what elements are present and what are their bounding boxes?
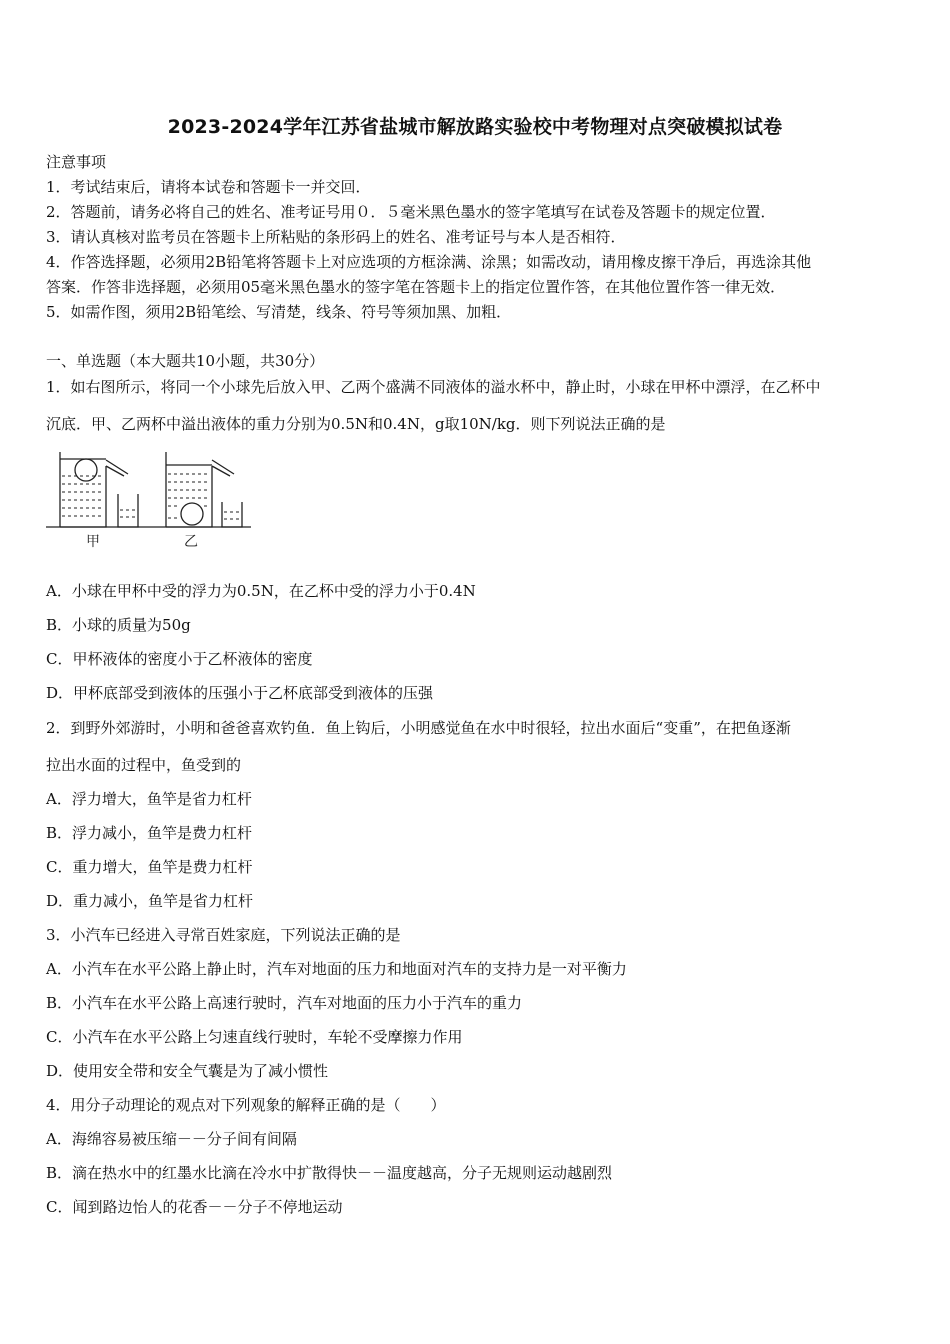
option-item: C．重力增大，鱼竿是费力杠杆 — [46, 858, 253, 876]
option-item: A．小球在甲杯中受的浮力为0.5N，在乙杯中受的浮力小于0.4N — [46, 582, 476, 600]
option-item: C．闻到路边怡人的花香－－分子不停地运动 — [46, 1198, 343, 1216]
notice-item: 答案．作答非选择题，必须用05毫米黑色墨水的签字笔在答题卡上的指定位置作答，在其他位置作答一律无效． — [46, 278, 786, 296]
figure-label-yi: 乙 — [184, 534, 198, 550]
page-title: 2023-2024学年江苏省盐城市解放路实验校中考物理对点突破模拟试卷 — [167, 116, 783, 138]
beaker-yi — [222, 502, 242, 527]
option-item: A．海绵容易被压缩－－分子间有间隔 — [46, 1130, 297, 1148]
question-stem: 4．用分子动理论的观点对下列观象的解释正确的是（ ） — [46, 1096, 446, 1114]
option-item: C．小汽车在水平公路上匀速直线行驶时，车轮不受摩擦力作用 — [46, 1028, 463, 1046]
notice-item: 4．作答选择题，必须用2B铅笔将答题卡上对应选项的方框涂满、涂黑；如需改动，请用橡皮擦干净后，再选涂其他 — [46, 253, 812, 271]
option-item: D．甲杯底部受到液体的压强小于乙杯底部受到液体的压强 — [46, 684, 434, 702]
ball-jia — [75, 459, 97, 481]
notice-item: 2．答题前，请务必将自己的姓名、准考证号用０．５毫米黑色墨水的签字笔填写在试卷及答题卡的规定位置． — [46, 203, 776, 221]
option-item: B．小汽车在水平公路上高速行驶时，汽车对地面的压力小于汽车的重力 — [46, 994, 523, 1012]
option-item: B．小球的质量为50g — [46, 616, 191, 634]
notice-item: 3．请认真核对监考员在答题卡上所粘贴的条形码上的姓名、准考证号与本人是否相符． — [46, 228, 626, 246]
overflow-cups-figure — [46, 446, 256, 554]
option-item: C．甲杯液体的密度小于乙杯液体的密度 — [46, 650, 313, 668]
question-stem: 1．如右图所示，将同一个小球先后放入甲、乙两个盛满不同液体的溢水杯中，静止时，小球在甲杯中漂浮，在乙杯中 — [46, 378, 821, 396]
notice-heading: 注意事项 — [46, 153, 107, 171]
option-item: A．小汽车在水平公路上静止时，汽车对地面的压力和地面对汽车的支持力是一对平衡力 — [46, 960, 627, 978]
notice-item: 5．如需作图，须用2B铅笔绘、写清楚，线条、符号等须加黑、加粗． — [46, 303, 512, 321]
option-item: D．重力减小，鱼竿是省力杠杆 — [46, 892, 254, 910]
question-stem: 拉出水面的过程中，鱼受到的 — [46, 756, 242, 774]
question-stem: 沉底．甲、乙两杯中溢出液体的重力分别为0.5N和0.4N，g取10N/kg．则下列说法正确的是 — [46, 415, 666, 433]
question-stem: 2．到野外郊游时，小明和爸爸喜欢钓鱼．鱼上钩后，小明感觉鱼在水中时很轻，拉出水面后“变重”，在把鱼逐渐 — [46, 719, 791, 737]
option-item: B．浮力减小，鱼竿是费力杠杆 — [46, 824, 253, 842]
ball-yi — [181, 503, 203, 525]
option-item: A．浮力增大，鱼竿是省力杠杆 — [46, 790, 252, 808]
option-item: D．使用安全带和安全气囊是为了减小惯性 — [46, 1062, 329, 1080]
section-heading: 一、单选题（本大题共10小题，共30分） — [46, 352, 325, 370]
notice-item: 1．考试结束后，请将本试卷和答题卡一并交回． — [46, 178, 371, 196]
figure-label-jia: 甲 — [86, 534, 100, 550]
question-stem: 3．小汽车已经进入寻常百姓家庭，下列说法正确的是 — [46, 926, 401, 944]
option-item: B．滴在热水中的红墨水比滴在冷水中扩散得快－－温度越高，分子无规则运动越剧烈 — [46, 1164, 613, 1182]
